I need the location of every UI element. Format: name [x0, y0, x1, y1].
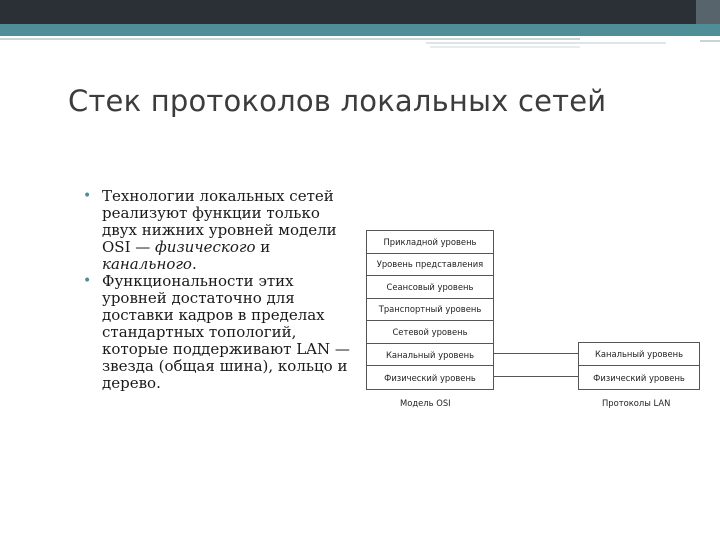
connector-line-datalink: [493, 353, 578, 354]
accent-band: [0, 24, 720, 36]
osi-layer-session: Сеансовый уровень: [367, 276, 493, 299]
lan-layer-datalink: Канальный уровень: [579, 343, 699, 366]
decorative-line: [0, 38, 580, 40]
osi-layer-application: Прикладной уровень: [367, 231, 493, 254]
bullet-item-functionality: [82, 273, 352, 392]
osi-model-stack: [366, 230, 494, 390]
bullet-icon: •: [83, 273, 92, 289]
decorative-line: [700, 40, 720, 42]
osi-caption: Модель OSI: [400, 398, 451, 408]
bullet-emphasis-datalink: канального: [102, 255, 192, 273]
lan-protocols-stack: [578, 342, 700, 390]
osi-layer-transport: Транспортный уровень: [367, 299, 493, 322]
bullet-text: .: [191, 255, 197, 273]
lan-caption: Протоколы LAN: [602, 398, 671, 408]
header-band: [0, 0, 720, 24]
bullet-text: и: [255, 238, 271, 256]
bullet-emphasis-physical: физического: [155, 238, 256, 256]
decorative-line: [430, 46, 580, 48]
bullet-text: Технологии локальных сетей реализуют функции только двух нижних уровней модели OSI —: [102, 187, 337, 256]
osi-layer-physical: Физический уровень: [384, 372, 476, 383]
osi-lan-diagram: [360, 230, 706, 420]
slide-title: Стек протоколов локальных сетей: [68, 84, 607, 118]
decorative-line: [426, 42, 666, 44]
header-band-corner: [696, 0, 720, 24]
bullet-icon: •: [83, 188, 92, 204]
osi-layer-presentation: Уровень представления: [367, 254, 493, 277]
bullet-list: [82, 188, 352, 392]
bullet-item-technologies: [82, 188, 352, 273]
bullet-text: Функциональности этих уровней достаточно для доставки кадров в пределах стандартных топологий, которые поддерживают LAN — звезда (общая шина), кольцо и дерево.: [102, 272, 350, 392]
osi-layer-network: Сетевой уровень: [367, 321, 493, 344]
connector-line-physical: [493, 376, 578, 377]
osi-layer-datalink: Канальный уровень: [367, 344, 493, 367]
lan-layer-physical: Физический уровень: [593, 372, 685, 383]
